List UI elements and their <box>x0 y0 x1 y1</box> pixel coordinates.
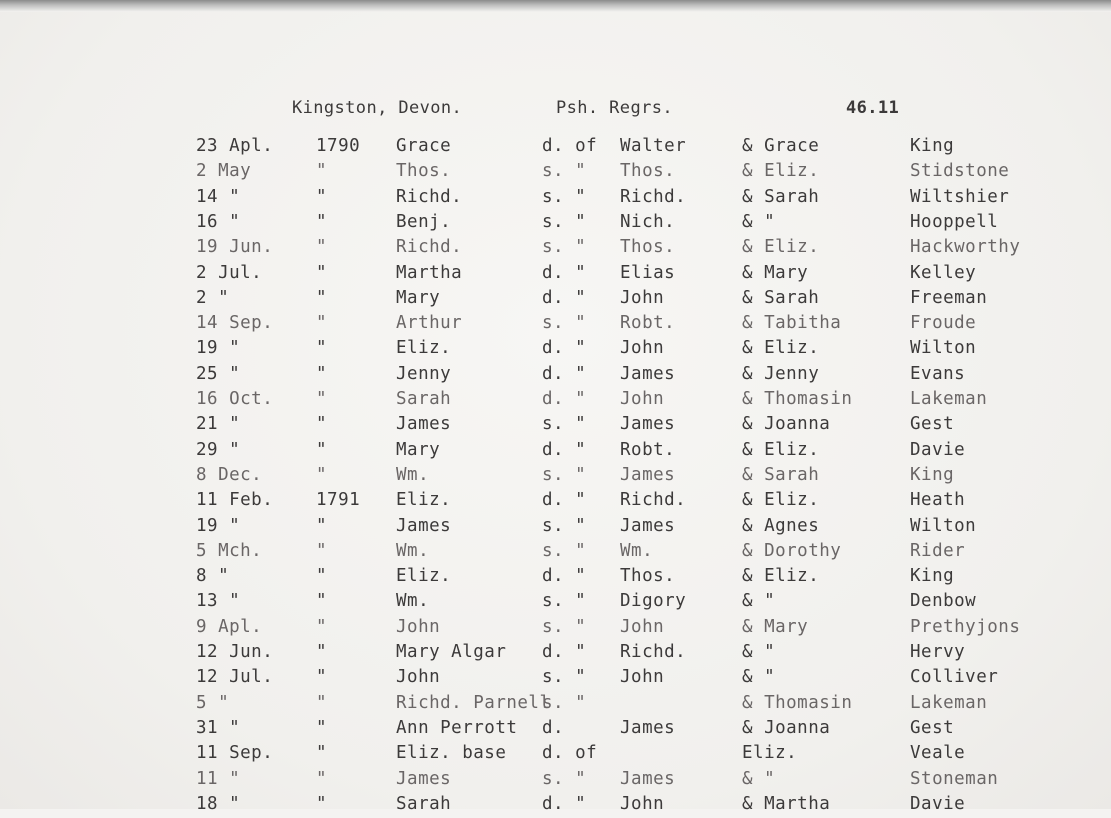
father-name: John <box>620 338 665 359</box>
record-date: 16 Oct. <box>196 389 274 409</box>
relation: s. " <box>542 667 587 688</box>
child-name: Thos. <box>396 161 452 182</box>
record-row <box>0 440 1111 464</box>
relation: s. " <box>542 313 587 334</box>
mother-name: & Eliz. <box>742 161 820 182</box>
child-name: Mary Algar <box>396 642 507 662</box>
record-year: " <box>316 515 328 536</box>
record-row <box>0 237 1111 261</box>
child-name: John <box>396 667 441 688</box>
record-row <box>0 187 1111 211</box>
record-date: 5 " <box>196 692 230 713</box>
father-name: John <box>620 667 665 688</box>
record-date: 2 Jul. <box>196 262 263 283</box>
child-name: James <box>396 768 452 789</box>
surname: Denbow <box>910 591 977 612</box>
child-name: Eliz. <box>396 490 452 511</box>
document-header <box>0 92 1111 122</box>
surname: King <box>910 566 955 587</box>
mother-name: & Martha <box>742 793 831 814</box>
record-date: 29 " <box>196 439 241 460</box>
record-year: " <box>316 768 328 789</box>
record-date: 25 " <box>196 363 241 384</box>
surname: Lakeman <box>910 389 988 409</box>
record-date: 31 " <box>196 717 241 738</box>
mother-name: & Jenny <box>742 363 820 384</box>
child-name: Eliz. <box>396 566 452 587</box>
record-year: " <box>316 540 328 561</box>
record-year: " <box>316 591 328 612</box>
father-name: James <box>620 515 676 536</box>
child-name: Wm. <box>396 540 430 561</box>
father-name: Thos. <box>620 566 676 587</box>
record-date: 11 Sep. <box>196 743 274 764</box>
mother-name: & Sarah <box>742 186 820 207</box>
relation: s. " <box>542 515 587 536</box>
record-year: " <box>316 186 328 207</box>
father-name: Thos. <box>620 161 676 182</box>
relation: d. " <box>542 793 587 814</box>
relation: s. " <box>542 616 587 637</box>
record-row <box>0 136 1111 160</box>
mother-name: & " <box>742 768 776 789</box>
record-date: 21 " <box>196 414 241 435</box>
record-row <box>0 414 1111 438</box>
mother-name: & Sarah <box>742 287 820 308</box>
relation: d. " <box>542 287 587 308</box>
mother-name: & Joanna <box>742 717 831 738</box>
father-name: Richd. <box>620 490 687 511</box>
record-year: " <box>316 667 328 688</box>
record-date: 9 Apl. <box>196 616 263 637</box>
record-date: 12 Jun. <box>196 642 274 662</box>
father-name: John <box>620 389 665 409</box>
child-name: Wm. <box>396 591 430 612</box>
mother-name: & Agnes <box>742 515 820 536</box>
child-name: Richd. <box>396 186 463 207</box>
child-name: Benj. <box>396 211 452 232</box>
parish-place: Kingston, Devon. <box>292 98 463 118</box>
father-name: Walter <box>620 136 687 156</box>
record-year: " <box>316 464 328 485</box>
child-name: Eliz. base <box>396 743 507 764</box>
surname: Wilton <box>910 338 977 359</box>
mother-name: & Mary <box>742 262 809 283</box>
child-name: Grace <box>396 136 452 156</box>
surname: Hackworthy <box>910 237 1021 258</box>
father-name: John <box>620 793 665 814</box>
child-name: Martha <box>396 262 463 283</box>
relation: d. " <box>542 363 587 384</box>
record-row <box>0 161 1111 185</box>
child-name: James <box>396 414 452 435</box>
surname: Heath <box>910 490 966 511</box>
record-year: " <box>316 793 328 814</box>
record-date: 19 " <box>196 515 241 536</box>
scanner-edge <box>0 0 1111 12</box>
mother-name: & Eliz. <box>742 237 820 258</box>
surname: Rider <box>910 540 966 561</box>
mother-name: & " <box>742 667 776 688</box>
surname: Lakeman <box>910 692 988 713</box>
surname: Evans <box>910 363 966 384</box>
child-name: Sarah <box>396 793 452 814</box>
record-row <box>0 338 1111 362</box>
father-name: James <box>620 363 676 384</box>
record-row <box>0 465 1111 489</box>
record-date: 5 Mch. <box>196 540 263 561</box>
mother-name: & " <box>742 591 776 612</box>
record-year: " <box>316 389 328 409</box>
surname: Freeman <box>910 287 988 308</box>
record-row <box>0 516 1111 540</box>
record-year: " <box>316 414 328 435</box>
relation: s. " <box>542 237 587 258</box>
relation: s. " <box>542 591 587 612</box>
record-date: 2 " <box>196 287 230 308</box>
surname: King <box>910 464 955 485</box>
record-row <box>0 769 1111 793</box>
child-name: Mary <box>396 287 441 308</box>
relation: d. " <box>542 262 587 283</box>
relation: s. " <box>542 540 587 561</box>
child-name: Richd. Parnell <box>396 692 551 713</box>
father-name: James <box>620 717 676 738</box>
father-name: Robt. <box>620 313 676 334</box>
mother-name: & Grace <box>742 136 820 156</box>
relation: d. " <box>542 439 587 460</box>
record-row <box>0 591 1111 615</box>
record-date: 18 " <box>196 793 241 814</box>
mother-name: & " <box>742 642 776 662</box>
relation: d. " <box>542 566 587 587</box>
record-date: 12 Jul. <box>196 667 274 688</box>
child-name: Ann Perrott <box>396 717 518 738</box>
mother-name: & Joanna <box>742 414 831 435</box>
record-row <box>0 364 1111 388</box>
child-name: John <box>396 616 441 637</box>
record-year: " <box>316 262 328 283</box>
surname: Stidstone <box>910 161 1010 182</box>
relation: d. <box>542 717 565 738</box>
record-date: 8 " <box>196 566 230 587</box>
mother-name: & Tabitha <box>742 313 842 334</box>
record-row <box>0 718 1111 742</box>
father-name: James <box>620 768 676 789</box>
record-row <box>0 743 1111 767</box>
mother-name: Eliz. <box>742 743 798 764</box>
record-year: " <box>316 313 328 334</box>
record-row <box>0 794 1111 818</box>
relation: s. " <box>542 692 587 713</box>
record-year: " <box>316 616 328 637</box>
father-name: John <box>620 287 665 308</box>
record-date: 13 " <box>196 591 241 612</box>
father-name: John <box>620 616 665 637</box>
child-name: Richd. <box>396 237 463 258</box>
record-row <box>0 566 1111 590</box>
record-row <box>0 642 1111 666</box>
father-name: Richd. <box>620 642 687 662</box>
record-row <box>0 212 1111 236</box>
record-date: 16 " <box>196 211 241 232</box>
relation: s. " <box>542 186 587 207</box>
record-year: " <box>316 287 328 308</box>
record-row <box>0 490 1111 514</box>
child-name: Jenny <box>396 363 452 384</box>
surname: Kelley <box>910 262 977 283</box>
record-year: " <box>316 237 328 258</box>
relation: s. " <box>542 211 587 232</box>
record-date: 19 " <box>196 338 241 359</box>
relation: s. " <box>542 414 587 435</box>
surname: Davie <box>910 439 966 460</box>
record-date: 14 " <box>196 186 241 207</box>
child-name: Eliz. <box>396 338 452 359</box>
record-date: 23 Apl. <box>196 136 274 156</box>
record-year: " <box>316 566 328 587</box>
mother-name: & " <box>742 211 776 232</box>
mother-name: & Thomasin <box>742 389 853 409</box>
father-name: Elias <box>620 262 676 283</box>
record-row <box>0 617 1111 641</box>
surname: Veale <box>910 743 966 764</box>
record-year: " <box>316 717 328 738</box>
page-reference: 46.11 <box>846 98 900 118</box>
child-name: Wm. <box>396 464 430 485</box>
child-name: Sarah <box>396 389 452 409</box>
record-row <box>0 313 1111 337</box>
record-row <box>0 389 1111 413</box>
mother-name: & Mary <box>742 616 809 637</box>
record-row <box>0 667 1111 691</box>
mother-name: & Sarah <box>742 464 820 485</box>
mother-name: & Dorothy <box>742 540 842 561</box>
relation: s. " <box>542 161 587 182</box>
surname: Prethyjons <box>910 616 1021 637</box>
register-title: Psh. Regrs. <box>556 98 673 118</box>
surname: Davie <box>910 793 966 814</box>
relation: s. " <box>542 768 587 789</box>
relation: d. " <box>542 642 587 662</box>
mother-name: & Thomasin <box>742 692 853 713</box>
record-year: " <box>316 692 328 713</box>
surname: Hervy <box>910 642 966 662</box>
record-year: 1790 <box>316 136 361 156</box>
father-name: Nich. <box>620 211 676 232</box>
record-row <box>0 288 1111 312</box>
record-year: " <box>316 161 328 182</box>
record-date: 11 Feb. <box>196 490 274 511</box>
relation: d. " <box>542 338 587 359</box>
surname: Hooppell <box>910 211 999 232</box>
relation: d. " <box>542 389 587 409</box>
record-year: " <box>316 338 328 359</box>
father-name: James <box>620 414 676 435</box>
record-date: 19 Jun. <box>196 237 274 258</box>
surname: Wiltshier <box>910 186 1010 207</box>
surname: King <box>910 136 955 156</box>
record-date: 8 Dec. <box>196 464 263 485</box>
child-name: Arthur <box>396 313 463 334</box>
child-name: Mary <box>396 439 441 460</box>
record-date: 2 May <box>196 161 252 182</box>
relation: d. of <box>542 743 598 764</box>
surname: Gest <box>910 414 955 435</box>
father-name: James <box>620 464 676 485</box>
surname: Colliver <box>910 667 999 688</box>
record-row <box>0 541 1111 565</box>
surname: Wilton <box>910 515 977 536</box>
record-year: " <box>316 211 328 232</box>
mother-name: & Eliz. <box>742 338 820 359</box>
father-name: Digory <box>620 591 687 612</box>
father-name: Thos. <box>620 237 676 258</box>
surname: Gest <box>910 717 955 738</box>
father-name: Richd. <box>620 186 687 207</box>
record-year: 1791 <box>316 490 361 511</box>
mother-name: & Eliz. <box>742 439 820 460</box>
relation: d. " <box>542 490 587 511</box>
relation: s. " <box>542 464 587 485</box>
record-date: 14 Sep. <box>196 313 274 334</box>
record-year: " <box>316 439 328 460</box>
surname: Froude <box>910 313 977 334</box>
relation: d. of <box>542 136 598 156</box>
record-year: " <box>316 642 328 662</box>
record-row <box>0 263 1111 287</box>
father-name: Wm. <box>620 540 654 561</box>
record-row <box>0 693 1111 717</box>
record-date: 11 " <box>196 768 241 789</box>
surname: Stoneman <box>910 768 999 789</box>
mother-name: & Eliz. <box>742 566 820 587</box>
child-name: James <box>396 515 452 536</box>
father-name: Robt. <box>620 439 676 460</box>
record-year: " <box>316 743 328 764</box>
record-year: " <box>316 363 328 384</box>
mother-name: & Eliz. <box>742 490 820 511</box>
